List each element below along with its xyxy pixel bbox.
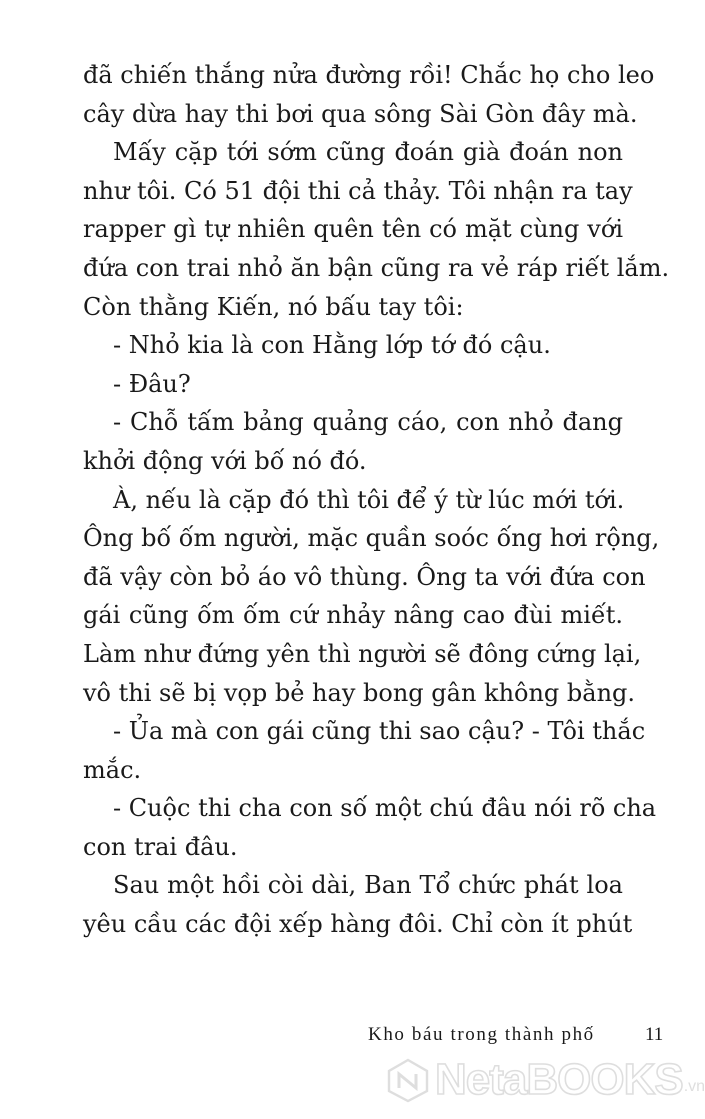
text-line: - Nhỏ kia là con Hằng lớp tớ đó cậu. (113, 331, 551, 360)
text-line: Còn thằng Kiến, nó bấu tay tôi: (83, 292, 464, 321)
text-line: mắc. (83, 755, 142, 784)
text-line: khởi động với bố nó đó. (83, 446, 367, 475)
running-footer-title: Kho báu trong thành phố (368, 1024, 595, 1045)
text-line: - Chỗ tấm bảng quảng cáo, con nhỏ đang (113, 408, 623, 437)
paragraph (83, 866, 633, 943)
text-line: vô thi sẽ bị vọp bẻ hay bong gân không bằng. (83, 678, 636, 707)
paragraph (83, 789, 657, 866)
paragraph (83, 403, 623, 480)
paragraph (83, 56, 655, 133)
text-line: - Đâu? (113, 369, 191, 398)
book-logo-icon (385, 1057, 431, 1103)
watermark-suffix: .vn (683, 1078, 705, 1095)
text-line: đứa con trai nhỏ ăn bận cũng ra vẻ ráp riết lắm. (83, 253, 670, 282)
text-line: Sau một hồi còi dài, Ban Tổ chức phát loa (113, 871, 623, 900)
watermark (385, 1052, 705, 1108)
text-line: đã chiến thắng nửa đường rồi! Chắc họ cho leo (83, 61, 655, 89)
text-line: rapper gì tự nhiên quên tên có mặt cùng với (83, 215, 623, 244)
paragraph (83, 133, 670, 326)
text-line: đã vậy còn bỏ áo vô thùng. Ông ta với đứa con (83, 562, 646, 591)
text-line: À, nếu là cặp đó thì tôi để ý từ lúc mới tới. (113, 485, 625, 514)
text-line: - Ủa mà con gái cũng thi sao cậu? - Tôi thắc (113, 717, 646, 746)
text-line: con trai đâu. (83, 832, 238, 861)
text-line: Mấy cặp tới sớm cũng đoán già đoán non (113, 138, 623, 167)
paragraph (83, 481, 660, 713)
paragraph (83, 365, 623, 404)
page-number: 11 (645, 1024, 664, 1045)
text-line: như tôi. Có 51 đội thi cả thảy. Tôi nhận ra tay (83, 176, 633, 205)
watermark-brand: NetaBOOKS (435, 1055, 683, 1104)
text-line: cây dừa hay thi bơi qua sông Sài Gòn đây mà. (83, 99, 638, 128)
paragraph (83, 326, 623, 365)
text-line: yêu cầu các đội xếp hàng đôi. Chỉ còn ít phút (83, 910, 633, 939)
text-line: Ông bố ốm người, mặc quần soóc ống hơi rộng, (83, 524, 660, 553)
text-line: gái cũng ốm ốm cứ nhảy nâng cao đùi miết. (83, 601, 623, 630)
text-line: Làm như đứng yên thì người sẽ đông cứng lại, (83, 639, 642, 668)
paragraph (83, 712, 646, 789)
text-line: - Cuộc thi cha con số một chú đâu nói rõ cha (113, 794, 657, 823)
page-body (83, 56, 670, 944)
